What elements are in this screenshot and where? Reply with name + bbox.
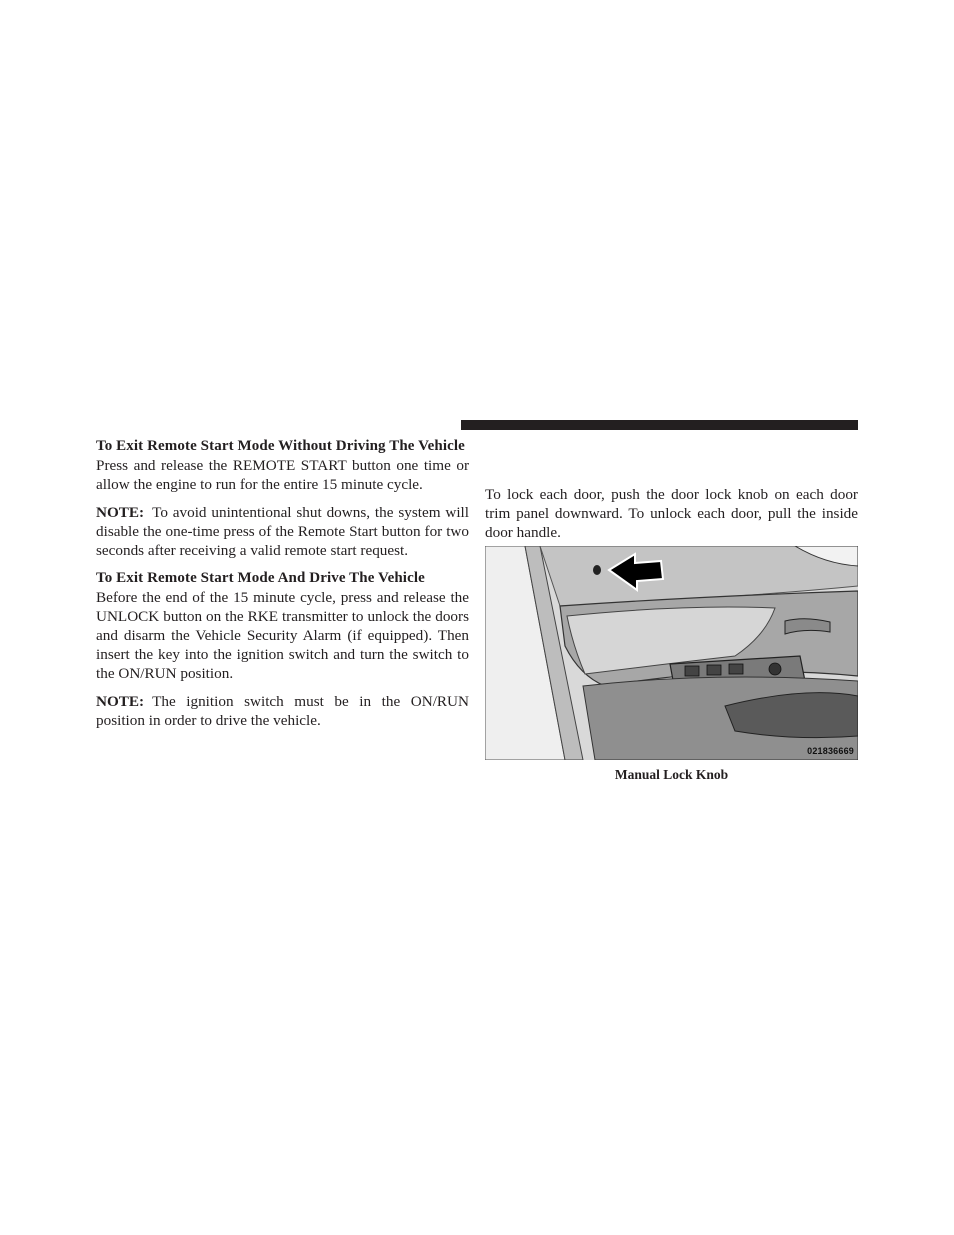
left-column xyxy=(96,437,469,739)
right-column xyxy=(485,485,858,542)
door-panel-drawing xyxy=(485,546,858,760)
door-lock-instructions: To lock each door, push the door lock knob on each door trim panel downward. To unlock each door, pull the inside door handle. xyxy=(485,486,858,541)
figure-caption: Manual Lock Knob xyxy=(614,767,729,782)
note-label: NOTE: xyxy=(96,693,145,710)
note-ignition-switch xyxy=(96,692,469,730)
door-panel-illustration xyxy=(485,546,858,760)
section-header-rule xyxy=(461,420,858,430)
section-body-exit-and-drive: Before the end of the 15 minute cycle, press and release the UNLOCK button on the RKE transmitter to unlock the doors and disarm the Vehicle Security Alarm (if equipped). Then insert the key into the ignition switch and turn the switch to the ON/RUN position. xyxy=(96,589,469,682)
section-body-exit-without-driving: Press and release the REMOTE START button one time or allow the engine to run for the entire 15 minute cycle. xyxy=(96,457,469,493)
note-text: The ignition switch must be in the ON/RUN position in order to drive the vehicle. xyxy=(96,693,469,729)
figure-code: 021836669 xyxy=(807,746,854,756)
section-heading-exit-without-driving: To Exit Remote Start Mode Without Driving The Vehicle xyxy=(96,438,465,454)
section-heading-exit-and-drive: To Exit Remote Start Mode And Drive The Vehicle xyxy=(96,570,425,586)
note-unintentional-shutdown xyxy=(96,503,469,560)
note-label: NOTE: xyxy=(96,504,145,521)
note-text: To avoid unintentional shut downs, the system will disable the one-time press of the Remote Start button for two seconds after receiving a valid remote start request. xyxy=(96,504,469,559)
